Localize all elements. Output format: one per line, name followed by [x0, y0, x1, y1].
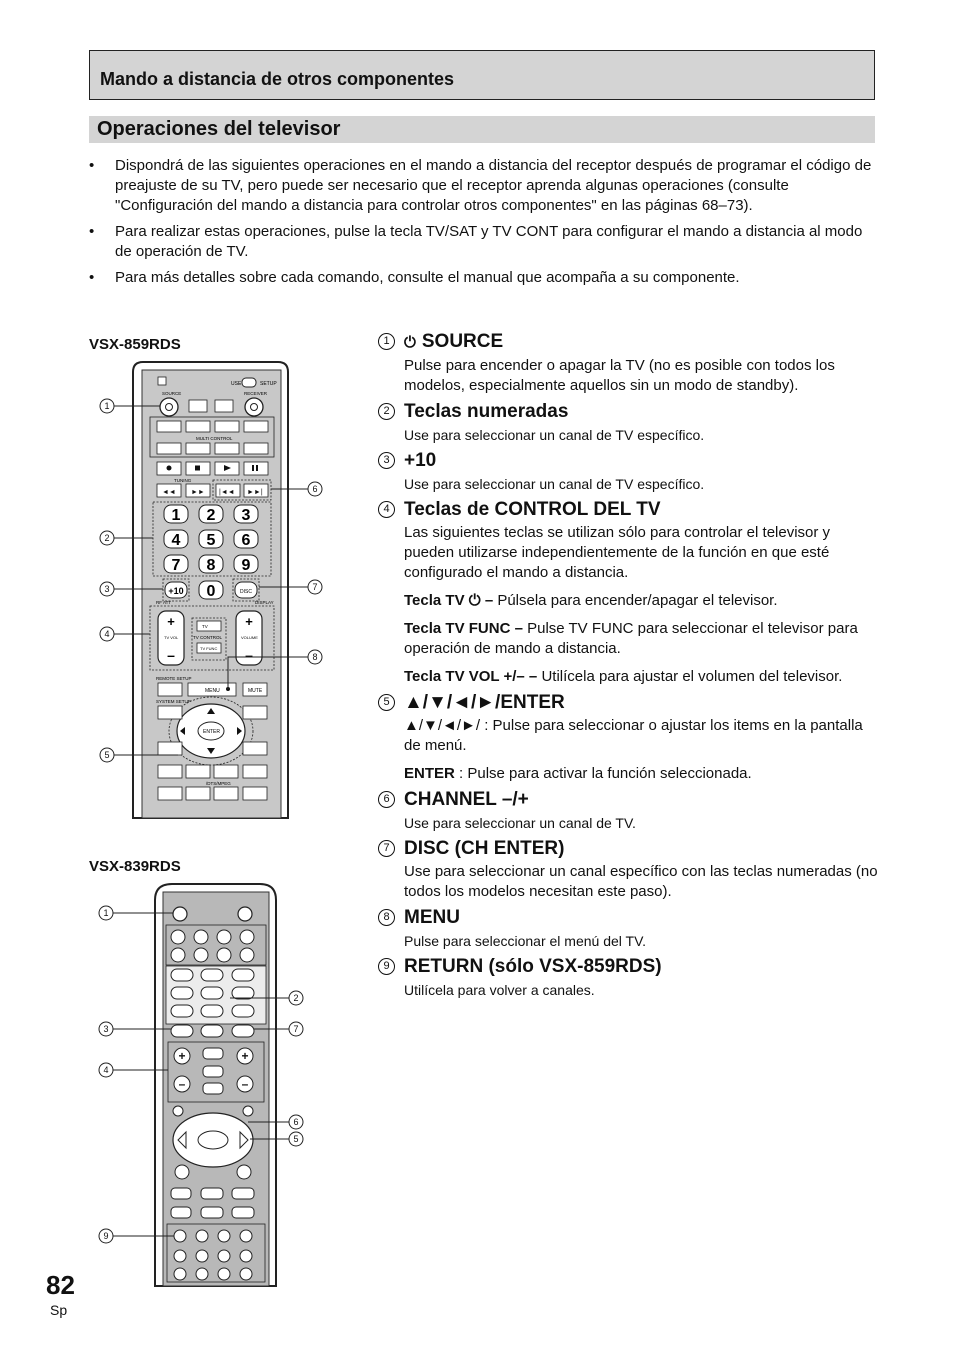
tv-key-line: Tecla TV ⏻ – Púlsela para encender/apagar el televisor.: [404, 592, 778, 609]
item-text: Pulse para encender o apagar la TV (no es posible con todos los modelos, especialmente aquellos sin un modo de standby).: [404, 357, 835, 394]
feature-list: [378, 330, 878, 1004]
model-label-859: VSX-859RDS: [89, 336, 181, 353]
digit-key[interactable]: 9: [241, 557, 251, 574]
item-text: Use para seleccionar un canal específico con las teclas numeradas (no todos los modelos necesitan este paso).: [404, 863, 878, 900]
receiver-button[interactable]: [245, 398, 263, 416]
item-title: SOURCE: [421, 331, 504, 352]
svg-text:–: –: [241, 1077, 249, 1091]
item-text: ▲/▼/◄/►/ : Pulse para seleccionar o ajustar los items en la pantalla de menú.: [404, 717, 863, 754]
feature-source: [378, 330, 878, 396]
callout-number: 2: [293, 993, 299, 1003]
language-code: Sp: [50, 1302, 68, 1318]
item-number: 1: [378, 333, 395, 350]
callout-number: 7: [312, 582, 318, 592]
svg-text:+: +: [167, 614, 175, 629]
tv-power-button[interactable]: TV: [202, 624, 208, 629]
source-button[interactable]: [160, 398, 178, 416]
item-text: Use para seleccionar un canal de TV específico.: [404, 427, 705, 443]
plus10-button[interactable]: +10: [168, 586, 184, 596]
item-title: CHANNEL –/+: [404, 789, 529, 810]
item-number: 4: [378, 501, 395, 518]
bullet-item: • Dispondrá de las siguientes operaciones en el mando a distancia del receptor después de programar el código de preajuste de su TV, pero puede ser necesario que el receptor aprenda algunas operaciones (consulte "Configuración del mando a distancia para controlar otros componentes" en las páginas 68–73).: [89, 156, 879, 216]
item-title: ▲/▼/◄/►/ENTER: [404, 692, 565, 713]
tv-func-button[interactable]: TV FUNC: [200, 646, 218, 651]
multi-control-label: MULTI CONTROL: [196, 436, 233, 441]
feature-cursor-enter: [378, 691, 878, 784]
tv-key-label: Tecla TV: [404, 592, 465, 609]
svg-text:|◄◄: |◄◄: [219, 489, 235, 496]
subsection-title: Operaciones del televisor: [97, 118, 341, 140]
power-icon: ⏻: [468, 592, 481, 609]
source-label: SOURCE: [162, 391, 182, 396]
svg-text:+: +: [245, 614, 253, 629]
model-label-839: VSX-839RDS: [89, 858, 181, 875]
dts-label: /DTS/MPEG: [206, 781, 231, 786]
svg-text:►►: ►►: [191, 489, 205, 496]
callout-number: 6: [312, 484, 318, 494]
item-number: 5: [378, 694, 395, 711]
page-number: 82: [46, 1270, 75, 1300]
bullet-item: • Para más detalles sobre cada comando, consulte el manual que acompaña a su componente.: [89, 268, 879, 288]
mute-button[interactable]: MUTE: [248, 688, 263, 694]
tuning-label: TUNING: [174, 478, 192, 483]
item-text: Use para seleccionar un canal de TV.: [404, 815, 636, 831]
callout-number: 3: [104, 584, 110, 594]
item-title: Teclas de CONTROL DEL TV: [404, 499, 661, 520]
item-text: Pulse para seleccionar el menú del TV.: [404, 933, 647, 949]
item-number: 6: [378, 791, 395, 808]
tv-key-text: Púlsela para encender/apagar el televisor.: [497, 592, 778, 609]
tv-func-text: Pulse TV FUNC para seleccionar el televisor para operación de mando a distancia.: [404, 620, 858, 657]
section-title: Mando a distancia de otros componentes: [100, 69, 455, 89]
digit-key[interactable]: 3: [241, 507, 251, 524]
svg-text:◄◄: ◄◄: [162, 489, 176, 496]
setup-label: SETUP: [260, 381, 277, 387]
svg-text:+: +: [241, 1049, 249, 1063]
digit-key[interactable]: 2: [206, 507, 216, 524]
digit-key[interactable]: 8: [206, 557, 216, 574]
menu-button[interactable]: MENU: [205, 688, 220, 694]
item-title: +10: [404, 450, 437, 471]
tv-vol-label: TV VOL: [164, 635, 179, 640]
feature-channel: [378, 788, 878, 833]
item-number: 9: [378, 958, 395, 975]
feature-disc: [378, 837, 878, 902]
item-number: 2: [378, 403, 395, 420]
item-title: MENU: [404, 907, 460, 928]
item-number: 7: [378, 840, 395, 857]
feature-plus10: [378, 449, 878, 494]
digit-key[interactable]: 5: [206, 532, 216, 549]
digit-key[interactable]: 1: [171, 507, 181, 524]
callout-number: 3: [103, 1024, 109, 1034]
display-label: DISPLAY: [255, 600, 274, 605]
receiver-label: RECEIVER: [244, 391, 268, 396]
tv-control-label: TV CONTROL: [193, 635, 223, 640]
feature-number-keys: [378, 400, 878, 445]
callout-number: 1: [103, 908, 109, 918]
callout-number: 6: [293, 1117, 299, 1127]
remote-setup-label: REMOTE SETUP: [156, 676, 192, 681]
power-icon: ⏻: [404, 334, 416, 351]
item-title: RETURN (sólo VSX-859RDS): [404, 956, 662, 977]
callout-number: 5: [293, 1134, 299, 1144]
callout-number: 5: [104, 750, 110, 760]
feature-return: [378, 955, 878, 1000]
rf-att-label: RF ATT: [156, 600, 172, 605]
tv-vol-line: [378, 667, 878, 687]
feature-menu: [378, 906, 878, 951]
item-title: DISC (CH ENTER): [404, 838, 565, 859]
svg-text:–: –: [245, 647, 253, 663]
callout-number: 8: [312, 652, 318, 662]
enter-label: ENTER: [404, 765, 455, 782]
tv-func-line: [378, 619, 878, 659]
tv-vol-text: Utilícela para ajustar el volumen del televisor.: [541, 668, 843, 685]
feature-tv-control: [378, 498, 878, 687]
svg-text:►►|: ►►|: [247, 489, 263, 496]
item-number: 8: [378, 909, 395, 926]
digit-key[interactable]: 0: [206, 583, 216, 600]
bullet-item: • Para realizar estas operaciones, pulse la tecla TV/SAT y TV CONT para configurar el mando a distancia al modo de operación de TV.: [89, 222, 879, 262]
item-text: Use para seleccionar un canal de TV específico.: [404, 476, 705, 492]
svg-text:+: +: [178, 1049, 186, 1063]
callout-number: 4: [103, 1065, 109, 1075]
tv-func-label: Tecla TV FUNC –: [404, 620, 523, 637]
svg-text:–: –: [178, 1077, 186, 1091]
digit-key[interactable]: 4: [171, 532, 181, 549]
callout-number: 4: [104, 629, 110, 639]
callout-number: 1: [104, 401, 110, 411]
item-title: Teclas numeradas: [404, 401, 569, 422]
tv-vol-label: Tecla TV VOL +/– –: [404, 668, 538, 685]
callout-number: 2: [104, 533, 110, 543]
system-setup-label: SYSTEM SETUP: [156, 699, 191, 704]
enter-line: [378, 764, 878, 784]
callout-number: 7: [293, 1024, 299, 1034]
item-number: 3: [378, 452, 395, 469]
enter-button[interactable]: ENTER: [203, 729, 220, 735]
item-text: Las siguientes teclas se utilizan sólo para controlar el televisor y pueden utilizarse independientemente de la función en que esté configurado el mando a distancia.: [404, 524, 831, 581]
disc-button[interactable]: DISC: [240, 589, 252, 595]
digit-key[interactable]: 7: [171, 557, 181, 574]
digit-key[interactable]: 6: [241, 532, 251, 549]
volume-label: VOLUME: [241, 635, 258, 640]
enter-text: : Pulse para activar la función seleccionada.: [459, 765, 752, 782]
use-label: USE: [231, 381, 242, 387]
svg-text:–: –: [167, 647, 175, 663]
item-text: Utilícela para volver a canales.: [404, 982, 595, 998]
callout-number: 9: [103, 1231, 109, 1241]
